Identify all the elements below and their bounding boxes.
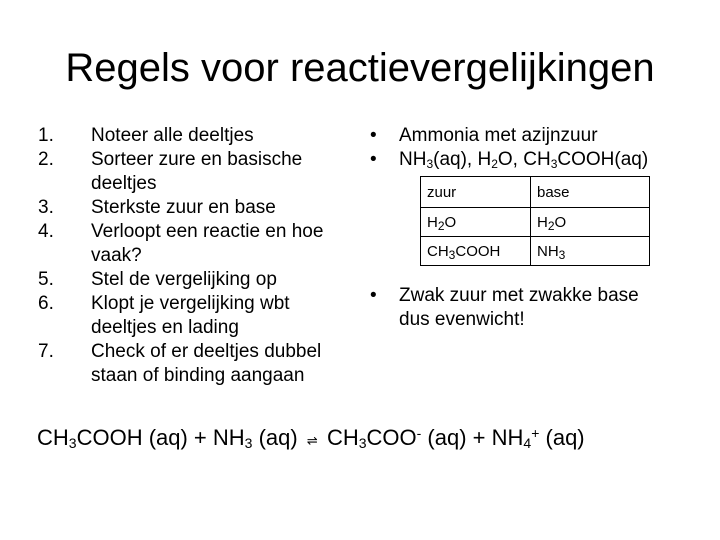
bullet-icon: • [370,125,377,146]
step-item [38,340,338,388]
step-item [38,124,338,148]
slide-title: Regels voor reactievergelijkingen [65,46,655,90]
acid-base-table [420,176,650,266]
step-number: 4. [38,221,54,242]
bullet-item [370,124,690,148]
step-text: Noteer alle deeltjes [91,125,254,146]
step-text: Sterkste zuur en base [91,197,276,218]
step-item [38,196,338,220]
step-item [38,148,338,196]
bullet-list-bottom [370,284,690,332]
bullet-icon: • [370,149,377,170]
bullet-icon: • [370,285,377,306]
table-header-row [421,177,650,208]
table-row [421,237,650,266]
table-cell-base: $NH_3$ [531,237,650,266]
table-cell-base: $H_2O$ [531,208,650,237]
step-text: Verloopt een reactie en hoe vaak? [91,221,324,266]
step-number: 5. [38,269,54,290]
bullet-item [370,284,690,332]
table-header-cell: base [531,177,650,208]
bullet-text: Zwak zuur met zwakke base dus evenwicht! [399,285,639,330]
reaction-equation: $CH_3COOH$ $(aq) + NH_3$ (aq) ⇌ $CH_3COO^-$ $(aq) + NH_4^+$ (aq) [37,424,717,456]
step-item [38,220,338,268]
step-text: Sorteer zure en basische deeltjes [91,149,303,194]
equilibrium-arrow-icon: ⇌ [306,434,318,449]
step-number: 3. [38,197,54,218]
step-text: Stel de vergelijking op [91,269,277,290]
step-number: 7. [38,341,54,362]
bullet-item [370,148,690,172]
step-number: 2. [38,149,54,170]
bullet-list-top [370,124,690,172]
bullet-text: Ammonia met azijnzuur [399,125,598,146]
bullet-text: $NH_3(aq)$, $H_2O$, $CH_3COOH(aq)$ [399,149,649,171]
step-number: 6. [38,293,54,314]
step-item [38,268,338,292]
table-header-cell: zuur [421,177,531,208]
steps-list [38,124,338,388]
step-item [38,292,338,340]
table-cell-acid: $H_2O$ [421,208,531,237]
table-cell-acid: $CH_3COOH$ [421,237,531,266]
table-row [421,208,650,237]
step-text: Check of er deeltjes dubbel staan of binding aangaan [91,341,322,386]
step-number: 1. [38,125,54,146]
step-text: Klopt je vergelijking wbt deeltjes en lading [91,293,290,338]
